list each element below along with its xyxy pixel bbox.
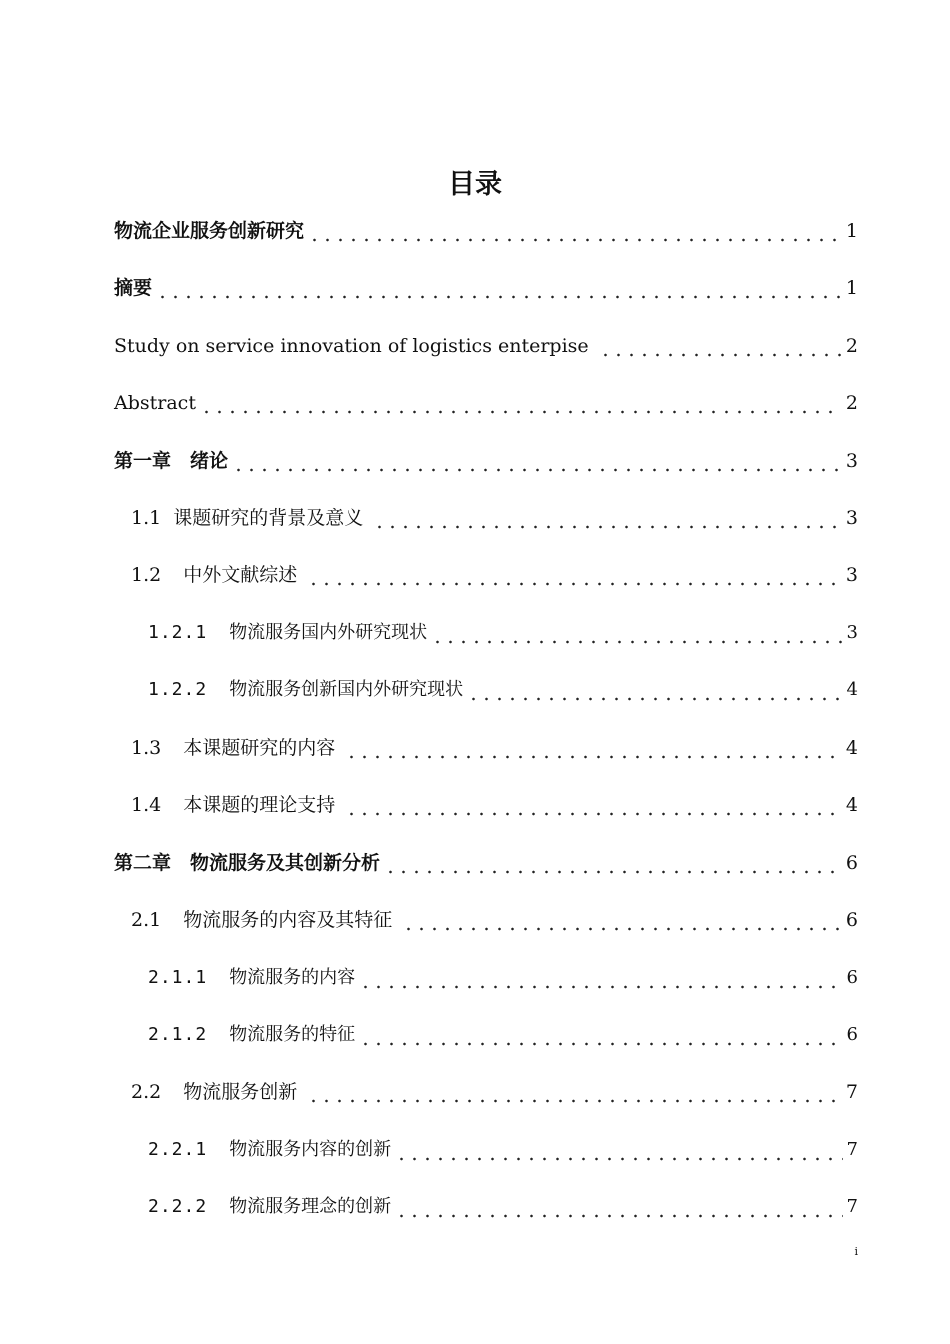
toc-page-number: 4 (845, 737, 858, 759)
toc-section-number: 2.1.2 (148, 1024, 208, 1045)
toc-entry-label: 物流服务的内容 (229, 967, 356, 988)
toc-page-number: 7 (846, 1139, 858, 1160)
leader-dots (359, 1020, 842, 1050)
toc-entry-label: 物流服务内容的创新 (229, 1139, 392, 1160)
leader-dots (308, 216, 842, 246)
toc-entry[interactable] (114, 388, 858, 418)
leader-dots (200, 388, 842, 418)
leader-dots (156, 273, 842, 303)
leader-dots (395, 1135, 842, 1165)
toc-entry-label: 物流企业服务创新研究 (114, 220, 305, 242)
toc-page-number: 7 (846, 1196, 858, 1217)
toc-section-number: 2.2.1 (148, 1139, 208, 1160)
toc-page-number: 6 (845, 852, 858, 874)
toc-entry[interactable] (148, 1020, 858, 1050)
leader-dots (345, 790, 842, 820)
toc-title: 目录 (448, 169, 502, 200)
toc-section-number: 1.2.2 (148, 679, 208, 700)
toc-page-number: 6 (846, 1024, 858, 1045)
leader-dots (307, 1077, 842, 1107)
toc-section-number: 1.4 (131, 794, 162, 816)
toc-entry[interactable] (114, 848, 858, 878)
toc-entry[interactable] (131, 560, 858, 590)
toc-section-number: 1.3 (131, 737, 162, 759)
toc-section-number: 1.1 (131, 507, 162, 529)
toc-page-number: 4 (845, 794, 858, 816)
toc-entry[interactable] (114, 331, 858, 361)
toc-entry[interactable] (148, 1192, 858, 1222)
toc-entry-label: 物流服务国内外研究现状 (229, 622, 428, 643)
toc-entry[interactable] (131, 503, 858, 533)
toc-page-number: 3 (845, 507, 858, 529)
toc-entry-label: 第二章 物流服务及其创新分析 (114, 852, 381, 874)
toc-entry-label: 物流服务创新国内外研究现状 (229, 679, 464, 700)
toc-entry[interactable] (131, 1077, 858, 1107)
toc-entry[interactable] (114, 216, 858, 246)
toc-entry-label: 摘要 (114, 277, 153, 299)
footer-page-number: i (854, 1245, 858, 1258)
toc-page-number: 3 (845, 450, 858, 472)
toc-entry-label: 物流服务理念的创新 (229, 1196, 392, 1217)
toc-entry[interactable] (131, 905, 858, 935)
toc-section-number: 1.2 (131, 564, 162, 586)
leader-dots (431, 618, 842, 648)
toc-section-number: 2.2.2 (148, 1196, 208, 1217)
leader-dots (307, 560, 842, 590)
toc-page-number: 1 (845, 277, 858, 299)
toc-page-number: 6 (845, 909, 858, 931)
toc-entry[interactable] (148, 675, 858, 705)
leader-dots (599, 331, 842, 361)
leader-dots (232, 446, 842, 476)
toc-entry[interactable] (148, 1135, 858, 1165)
toc-entry-label: 课题研究的背景及意义 (173, 507, 364, 529)
toc-entry-label: 物流服务的特征 (229, 1024, 356, 1045)
toc-entry-label: 物流服务的内容及其特征 (183, 909, 393, 931)
toc-entry-label: 中外文献综述 (183, 564, 298, 586)
toc-page-number: 4 (846, 679, 858, 700)
toc-entry[interactable] (114, 273, 858, 303)
leader-dots (359, 963, 842, 993)
toc-entry-label: Abstract (114, 392, 196, 414)
toc-page-number: 2 (845, 335, 858, 357)
toc-page-number: 6 (846, 967, 858, 988)
toc-page-number: 3 (845, 564, 858, 586)
toc-section-number: 2.2 (131, 1081, 162, 1103)
toc-page-number: 7 (845, 1081, 858, 1103)
toc-entry-label: 本课题的理论支持 (183, 794, 336, 816)
toc-entry[interactable] (114, 446, 858, 476)
toc-entry[interactable] (131, 733, 858, 763)
leader-dots (373, 503, 842, 533)
toc-section-number: 2.1.1 (148, 967, 208, 988)
leader-dots (384, 848, 842, 878)
toc-section-number: 2.1 (131, 909, 162, 931)
toc-entry[interactable] (131, 790, 858, 820)
toc-page-number: 2 (845, 392, 858, 414)
toc-entry-label: 物流服务创新 (183, 1081, 298, 1103)
toc-page-number: 1 (845, 220, 858, 242)
leader-dots (467, 675, 842, 705)
toc-entry-label: Study on service innovation of logistics enterpise (114, 335, 589, 357)
toc-page-number: 3 (846, 622, 858, 643)
leader-dots (402, 905, 842, 935)
toc-entry-label: 第一章 绪论 (114, 450, 229, 472)
toc-entry[interactable] (148, 618, 858, 648)
leader-dots (345, 733, 842, 763)
toc-section-number: 1.2.1 (148, 622, 208, 643)
leader-dots (395, 1192, 842, 1222)
toc-entry-label: 本课题研究的内容 (183, 737, 336, 759)
toc-entry[interactable] (148, 963, 858, 993)
